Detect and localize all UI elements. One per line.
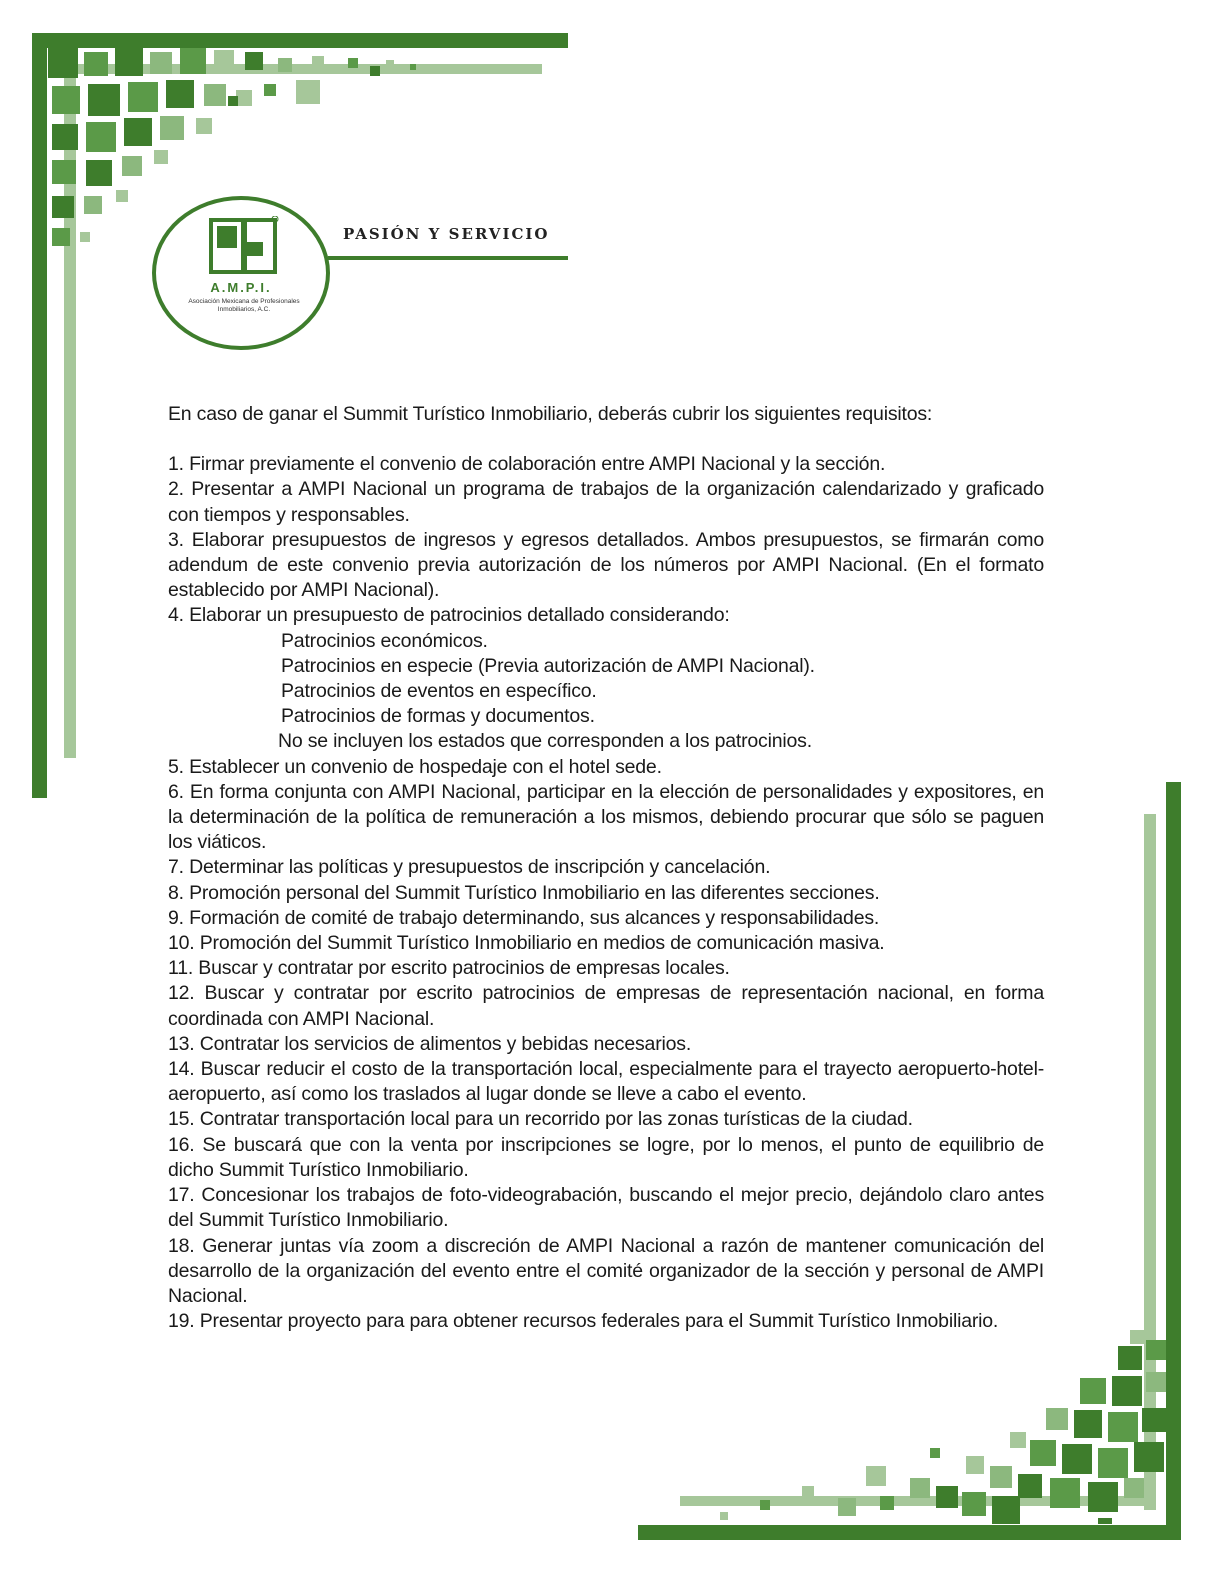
requirements-document [168,402,1044,1334]
frame-top-left-horizontal-bar [32,33,568,48]
requirement-15: 15. Contratar transportación local para un recorrido por las zonas turísticas de la ciudad. [168,1108,913,1131]
requirement-4-sub-item: Patrocinios económicos. [281,629,488,652]
requirement-7: 7. Determinar las políticas y presupuestos de inscripción y cancelación. [168,856,771,879]
requirement-8: 8. Promoción personal del Summit Turístico Inmobiliario en las diferentes secciones. [168,881,880,904]
logo-organization-name: Asociación Mexicana de Profesionales Inmobiliarios, A.C. [188,298,300,313]
frame-top-left-vertical-bar [32,33,47,798]
requirement-13: 13. Contratar los servicios de alimentos y bebidas necesarios. [168,1032,692,1055]
requirement-16: 16. Se buscará que con la venta por inscripciones se logre, por lo menos, el punto de equilibrio de dicho Summit Turístico Inmobiliario. [168,1133,1044,1181]
paragraph-spacer [168,427,1044,452]
ampi-logo [152,196,330,350]
requirement-9: 9. Formación de comité de trabajo determinando, sus alcances y responsabilidades. [168,906,880,929]
requirement-10: 10. Promoción del Summit Turístico Inmobiliario en medios de comunicación masiva. [168,932,885,955]
requirement-11: 11. Buscar y contratar por escrito patrocinios de empresas locales. [168,957,730,980]
requirement-5: 5. Establecer un convenio de hospedaje con el hotel sede. [168,755,662,778]
frame-bottom-right-vertical-bar [1166,782,1181,1540]
requirement-14: 14. Buscar reducir el costo de la transportación local, especialmente para el trayecto aeropuerto-hotel-aeropuerto, así como los traslados al lugar donde se lleve a cabo el evento. [168,1058,1044,1106]
requirement-12: 12. Buscar y contratar por escrito patrocinios de empresas de representación nacional, en forma coordinada con AMPI Nacional. [168,982,1044,1030]
requirement-17: 17. Concesionar los trabajos de foto-videograbación, buscando el mejor precio, dejándolo claro antes del Summit Turístico Inmobiliario. [168,1184,1044,1232]
requirement-3: 3. Elaborar presupuestos de ingresos y egresos detallados. Ambos presupuestos, se firmarán como adendum de este convenio previa autorización de los números por AMPI Nacional. (En el formato establecido por AMPI Nacional). [168,528,1044,602]
requirement-4: 4. Elaborar un presupuesto de patrocinios detallado considerando: [168,604,730,627]
requirement-2: 2. Presentar a AMPI Nacional un programa de trabajos de la organización calendarizado y graficado con tiempos y responsables. [168,478,1044,526]
frame-bottom-right-inner-vertical-bar [1144,814,1156,1510]
requirement-18: 18. Generar juntas vía zoom a discreción de AMPI Nacional a razón de mantener comunicación del desarrollo de la organización del evento entre el comité organizador de la sección y personal de AMPI Nacional. [168,1234,1044,1307]
intro-paragraph: En caso de ganar el Summit Turístico Inmobiliario, deberás cubrir los siguientes requisitos: [168,403,933,425]
tagline-underline [328,256,568,260]
requirement-4-sub-item: Patrocinios en especie (Previa autorización de AMPI Nacional). [281,654,815,677]
logo-abbreviation: A.M.P.I. [210,280,272,295]
requirement-4-note: No se incluyen los estados que corresponden a los patrocinios. [278,730,812,753]
requirement-4-sub-item: Patrocinios de formas y documentos. [281,705,595,728]
tagline: PASIÓN Y SERVICIO [343,225,550,243]
requirement-1: 1. Firmar previamente el convenio de colaboración entre AMPI Nacional y la sección. [168,453,886,476]
requirement-19: 19. Presentar proyecto para para obtener recursos federales para el Summit Turístico Inmobiliario. [168,1310,999,1333]
requirement-4-sub-item: Patrocinios de eventos en específico. [281,680,597,703]
ampi-logo-mark-icon [209,216,279,276]
frame-bottom-right-horizontal-bar [638,1525,1181,1540]
requirement-6: 6. En forma conjunta con AMPI Nacional, participar en la elección de personalidades y expositores, en la determinación de la política de remuneración a los mismos, debiendo procurar que sólo se paguen los viáticos. [168,780,1044,854]
